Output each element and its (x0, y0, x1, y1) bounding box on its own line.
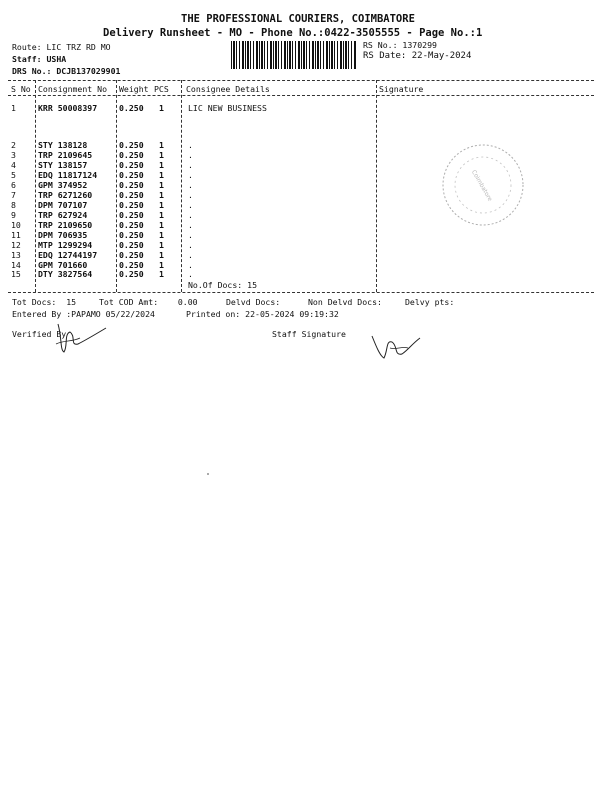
header-weight: Weight (119, 84, 149, 94)
row-consignee: . (188, 190, 193, 200)
row-weight: 0.250 (119, 150, 144, 160)
row-sno: 5 (11, 170, 16, 180)
printed-on: Printed on: 22-05-2024 09:19:32 (186, 309, 339, 319)
entered-by: Entered By :PAPAMO 05/22/2024 (12, 309, 155, 319)
row-pcs: 1 (159, 180, 164, 190)
row-weight: 0.250 (119, 170, 144, 180)
barcode-image (231, 41, 356, 69)
row-sno: 8 (11, 200, 16, 210)
row-consignment: EDQ 11817124 (38, 170, 98, 180)
document-title: THE PROFESSIONAL COURIERS, COIMBATORE (181, 13, 415, 25)
row-sno: 10 (11, 220, 21, 230)
svg-text:Coimbatore: Coimbatore (469, 168, 494, 203)
header-sno: S No (11, 84, 31, 94)
row-sno: 2 (11, 140, 16, 150)
row-sno: 12 (11, 240, 21, 250)
delvy-pts: Delvy pts: (405, 297, 455, 307)
row-consignee: . (188, 230, 193, 240)
row-pcs: 1 (159, 240, 164, 250)
row-consignee: . (188, 220, 193, 230)
row-consignee: . (188, 170, 193, 180)
speck (207, 473, 209, 475)
row-consignee: . (188, 140, 193, 150)
verified-by: Verified By (12, 329, 67, 339)
verified-signature (50, 316, 110, 358)
row-consignee: . (188, 210, 193, 220)
row-pcs: 1 (159, 160, 164, 170)
row-pcs: 1 (159, 150, 164, 160)
row-weight: 0.250 (119, 160, 144, 170)
row-consignment: GPM 701660 (38, 260, 88, 270)
row-pcs: 1 (159, 190, 164, 200)
route-label: Route: LIC TRZ RD MO (12, 42, 111, 52)
row-consignee: . (188, 240, 193, 250)
row-weight: 0.250 (119, 230, 144, 240)
row-sno: 7 (11, 190, 16, 200)
delvd-docs: Delvd Docs: (226, 297, 281, 307)
table-bottom-rule (8, 292, 594, 293)
row-sno: 11 (11, 230, 21, 240)
staff-signature-mark (368, 328, 428, 364)
row-sno: 1 (11, 103, 16, 113)
staff-signature-label: Staff Signature (272, 329, 346, 339)
row-weight: 0.250 (119, 140, 144, 150)
table-header-rule (8, 95, 594, 96)
row-weight: 0.250 (119, 269, 144, 279)
row-consignment: TRP 2109645 (38, 150, 93, 160)
row-consignee: . (188, 260, 193, 270)
row-consignment: TRP 627924 (38, 210, 88, 220)
row-weight: 0.250 (119, 250, 144, 260)
row-consignment: DPM 707107 (38, 200, 88, 210)
row-consignee: . (188, 250, 193, 260)
row-consignment: STY 138128 (38, 140, 88, 150)
row-weight: 0.250 (119, 240, 144, 250)
row-consignee: . (188, 160, 193, 170)
row-pcs: 1 (159, 250, 164, 260)
row-consignment: GPM 374952 (38, 180, 88, 190)
tot-docs: Tot Docs: 15 (12, 297, 77, 307)
row-consignment: STY 138157 (38, 160, 88, 170)
table-top-rule (8, 80, 594, 81)
row-sno: 9 (11, 210, 16, 220)
row-sno: 4 (11, 160, 16, 170)
rs-date: RS Date: 22-May-2024 (363, 51, 472, 61)
row-pcs: 1 (159, 260, 164, 270)
office-stamp (438, 140, 528, 230)
row-pcs: 1 (159, 170, 164, 180)
row-pcs: 1 (159, 103, 164, 113)
rs-number: RS No.: 1370299 (363, 40, 437, 50)
row-consignment: TRP 2109650 (38, 220, 93, 230)
row-sno: 3 (11, 150, 16, 160)
row-consignee: . (188, 200, 193, 210)
header-pcs: PCS (154, 84, 169, 94)
row-consignee: LIC NEW BUSINESS (188, 103, 267, 113)
row-consignment: TRP 6271260 (38, 190, 93, 200)
row-sno: 15 (11, 269, 21, 279)
row-pcs: 1 (159, 220, 164, 230)
row-weight: 0.250 (119, 200, 144, 210)
row-consignee: . (188, 180, 193, 190)
row-pcs: 1 (159, 269, 164, 279)
header-consignee-details: Consignee Details (186, 84, 270, 94)
no-of-docs: No.Of Docs: 15 (188, 280, 258, 290)
row-pcs: 1 (159, 140, 164, 150)
drs-number: DRS No.: DCJB137029901 (12, 66, 121, 76)
row-consignment: DPM 706935 (38, 230, 88, 240)
runsheet-subtitle: Delivery Runsheet - MO - Phone No.:0422-3505555 - Page No.:1 (103, 27, 483, 39)
table-row (0, 270, 600, 280)
row-sno: 6 (11, 180, 16, 190)
header-signature: Signature (379, 84, 424, 94)
staff-label: Staff: USHA (12, 54, 67, 64)
table-row (0, 251, 600, 261)
row-weight: 0.250 (119, 220, 144, 230)
row-consignee: . (188, 150, 193, 160)
non-delvd-docs: Non Delvd Docs: (308, 297, 382, 307)
row-consignment: KRR 50008397 (38, 103, 98, 113)
row-pcs: 1 (159, 210, 164, 220)
row-weight: 0.250 (119, 180, 144, 190)
row-sno: 13 (11, 250, 21, 260)
row-pcs: 1 (159, 230, 164, 240)
row-consignment: EDQ 12744197 (38, 250, 98, 260)
row-pcs: 1 (159, 200, 164, 210)
tot-cod-amt: Tot COD Amt: 0.00 (99, 297, 198, 307)
row-sno: 14 (11, 260, 21, 270)
row-weight: 0.250 (119, 210, 144, 220)
row-weight: 0.250 (119, 190, 144, 200)
row-consignee: . (188, 269, 193, 279)
row-consignment: DTY 3827564 (38, 269, 93, 279)
table-row (0, 104, 600, 114)
row-weight: 0.250 (119, 260, 144, 270)
row-weight: 0.250 (119, 103, 144, 113)
header-consignment-no: Consignment No (38, 84, 108, 94)
row-consignment: MTP 1299294 (38, 240, 93, 250)
